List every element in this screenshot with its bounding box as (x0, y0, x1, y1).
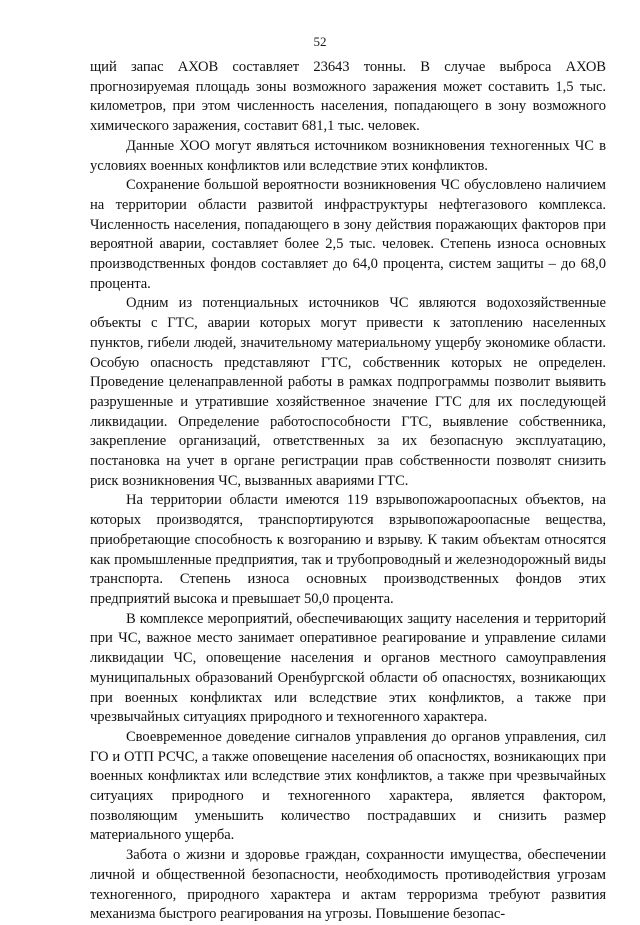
page-number: 52 (313, 34, 327, 49)
paragraph-continuation: щий запас АХОВ составляет 23643 тонны. В случае выброса АХОВ прогнозируемая площадь зоны возможного заражения может составить 1,5 тыс. километров, при этом численность населения, попадающего в зону возможного химического заражения, составит 681,1 тыс. человек. (90, 59, 606, 135)
paragraph-hoo-sources: Данные ХОО могут являться источником возникновения техногенных ЧС в условиях военных конфликтов или вследствие этих конфликтов. (90, 137, 606, 174)
body-text (90, 58, 606, 925)
paragraph-response-management: В комплексе мероприятий, обеспечивающих защиту населения и территорий при ЧС, важное место занимает оперативное реагирование и управление силами ликвидации ЧС, оповещение населения и органов местного самоуправления муниципальных образований Оренбургской области об опасностях, возникающих при военных конфликтах или вследствие этих конфликтов, а также при чрезвычайных ситуациях природного и техногенного характера. (90, 610, 606, 726)
paragraph-oil-gas-complex: Сохранение большой вероятности возникновения ЧС обусловлено наличием на территории области развитой инфраструктуры нефтегазового комплекса. Численность населения, попадающего в зону действия поражающих факторов при вероятной аварии, составляет более 2,5 тыс. человек. Степень износа основных производственных фондов составляет до 64,0 процента, систем защиты – до 68,0 процента. (90, 177, 606, 292)
paragraph-signal-delivery: Своевременное доведение сигналов управления до органов управления, сил ГО и ОТП РСЧС, а также оповещение населения об опасностях, возникающих при военных конфликтах или вследствие этих конфликтов, а также при чрезвычайных ситуациях природного и техногенного характера, является фактором, позволяющим уменьшить количество пострадавших и снизить размер материального ущерба. (90, 728, 606, 844)
paragraph-hydraulic-structures: Одним из потенциальных источников ЧС являются водохозяйственные объекты с ГТС, аварии которых могут привести к затоплению населенных пунктов, гибели людей, значительному материальному ущербу экономике области. Особую опасность представляют ГТС, собственник которых не определен. Проведение целенаправленной работы в рамках подпрограммы позволит выявить разрушенные и утратившие хозяйственное значение ГТС для их последующей ликвидации. Определение работоспособности ГТС, выявление собственника, закрепление организаций, ответственных за их безопасную эксплуатацию, постановка на учет в органе регистрации прав собственности позволят снизить риск возникновения ЧС, вызванных авариями ГТС. (90, 295, 606, 489)
paragraph-explosive-objects: На территории области имеются 119 взрывопожароопасных объектов, на которых производятся, транспортируются взрывопожароопасные вещества, приобретающие способность к возгоранию и взрыву. К таким объектам относятся как промышленные предприятия, так и трубопроводный и железнодорожный виды транспорта. Степень износа основных производственных фондов этих предприятий высока и превышает 50,0 процента. (90, 492, 606, 607)
paragraph-citizen-safety: Забота о жизни и здоровье граждан, сохранности имущества, обеспечении личной и общественной безопасности, необходимость противодействия угрозам техногенного, природного характера и актам терроризма требуют развития механизма быстрого реагирования на угрозы. Повышение безопас- (90, 847, 606, 923)
